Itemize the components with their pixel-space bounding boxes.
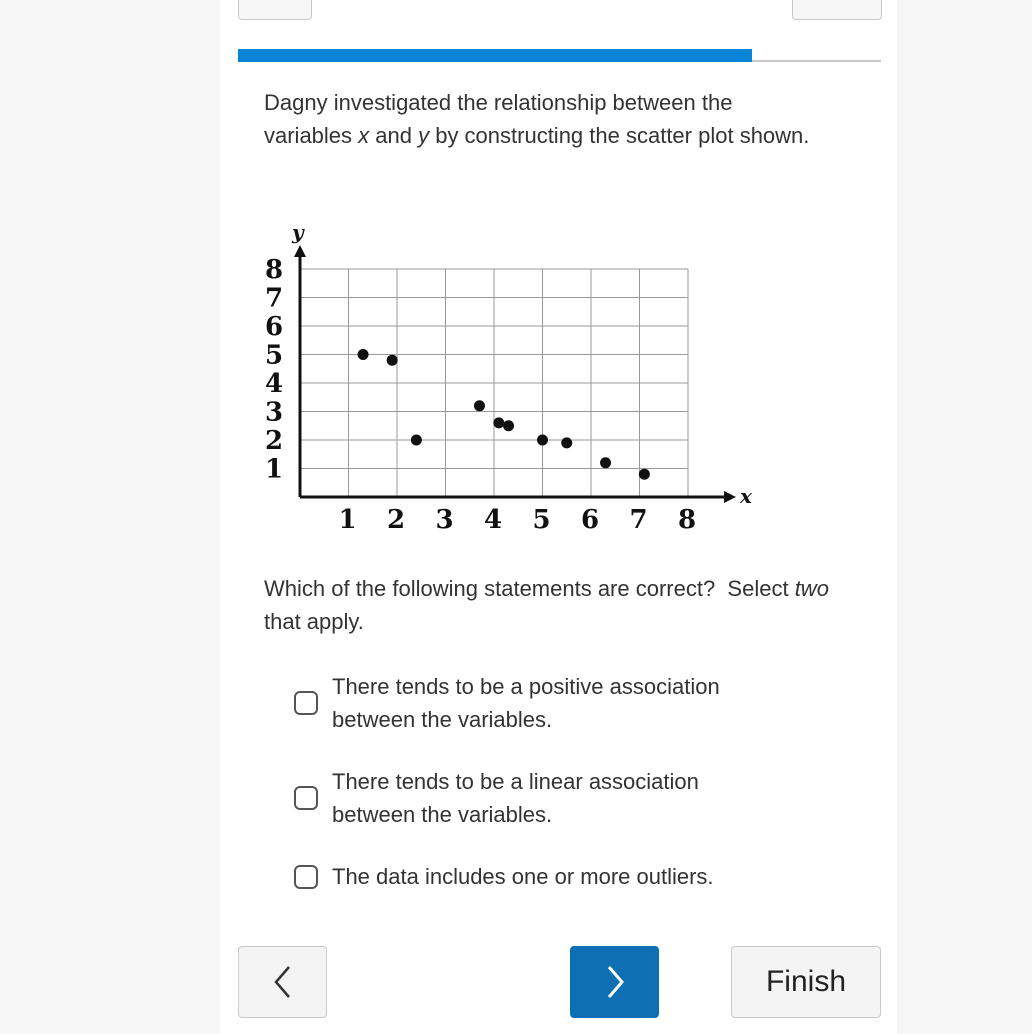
data-point xyxy=(411,435,422,446)
y-tick-label: 3 xyxy=(264,397,284,428)
chevron-right-icon xyxy=(603,964,627,1000)
choice-label: The data includes one or more outliers. xyxy=(332,864,714,889)
x-tick-label: 7 xyxy=(629,505,648,535)
data-point xyxy=(387,355,398,366)
x-tick-label: 8 xyxy=(677,505,697,535)
choice-label: There tends to be a positive association between the variables. xyxy=(332,674,720,732)
y-axis-arrow xyxy=(294,245,306,257)
top-right-button[interactable] xyxy=(792,0,882,20)
y-tick-label: 2 xyxy=(264,426,284,456)
x-tick-label: 5 xyxy=(532,505,551,535)
y-tick-label: 7 xyxy=(264,283,284,314)
finish-button[interactable]: Finish xyxy=(731,946,881,1018)
x-tick-label: 3 xyxy=(435,505,454,535)
y-axis-label: y xyxy=(292,220,304,244)
y-tick-label: 4 xyxy=(264,369,284,399)
data-point xyxy=(493,417,504,428)
x-axis-label: x xyxy=(740,484,752,508)
data-point xyxy=(561,437,572,448)
top-left-button[interactable] xyxy=(238,0,312,20)
y-tick-label: 6 xyxy=(264,312,284,342)
question-instruction: Which of the following statements are correct? Select two that apply. xyxy=(264,576,829,634)
x-axis-arrow xyxy=(724,491,736,503)
x-tick-label: 2 xyxy=(386,505,406,535)
next-button[interactable] xyxy=(570,946,659,1018)
data-point xyxy=(600,457,611,468)
checkbox[interactable] xyxy=(294,865,318,889)
y-tick-label: 8 xyxy=(264,255,284,285)
choice-label: There tends to be a linear association between the variables. xyxy=(332,769,699,827)
choice-outliers[interactable] xyxy=(294,860,762,893)
x-tick-label: 6 xyxy=(580,505,600,535)
checkbox[interactable] xyxy=(294,786,318,810)
question-prompt: Dagny investigated the relationship between the variables x and y by constructing the scatter plot shown. xyxy=(264,90,810,148)
data-point xyxy=(639,469,650,480)
data-point xyxy=(474,400,485,411)
y-tick-label: 1 xyxy=(264,454,284,485)
previous-button[interactable] xyxy=(238,946,327,1018)
data-point xyxy=(358,349,369,360)
x-tick-label: 4 xyxy=(483,505,503,535)
x-tick-label: 1 xyxy=(338,505,357,535)
data-point xyxy=(503,420,514,431)
choice-positive-association[interactable] xyxy=(294,670,762,736)
checkbox[interactable] xyxy=(294,691,318,715)
y-tick-label: 5 xyxy=(264,340,284,371)
choice-linear-association[interactable] xyxy=(294,765,762,831)
scatter-plot xyxy=(250,215,770,545)
progress-fill xyxy=(238,49,752,62)
chevron-left-icon xyxy=(271,964,295,1000)
data-point xyxy=(537,435,548,446)
